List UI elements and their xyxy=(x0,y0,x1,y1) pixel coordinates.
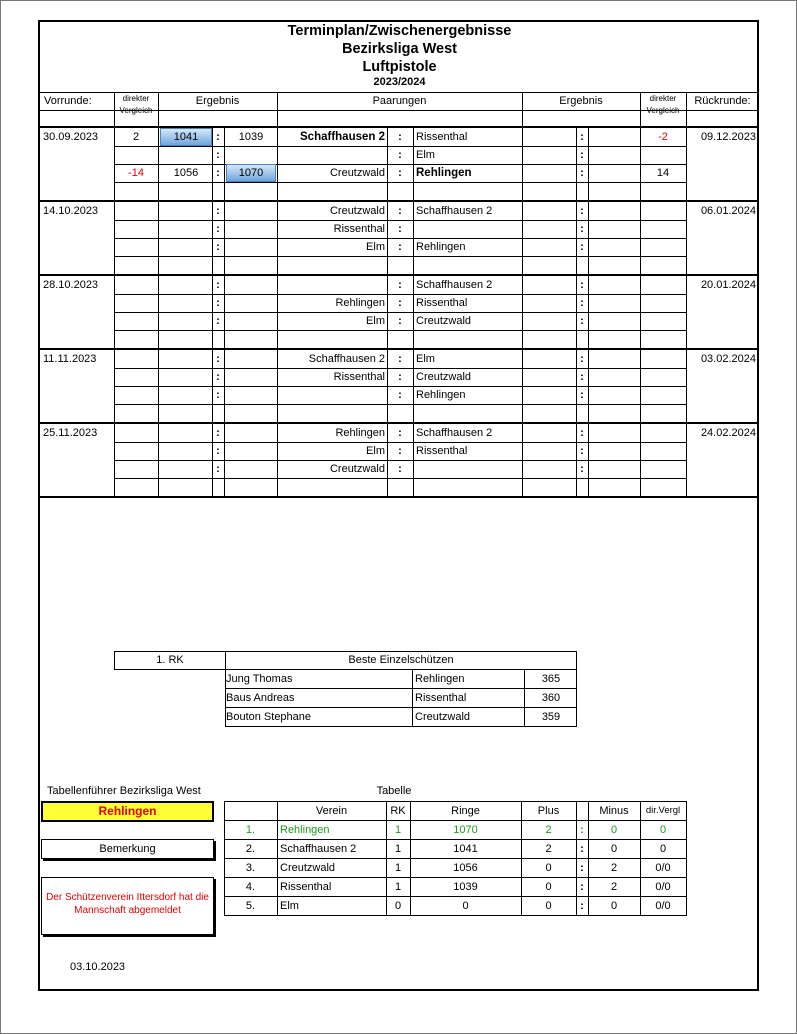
grid-line xyxy=(576,202,577,274)
shooter-score: 359 xyxy=(541,711,561,723)
grid-line xyxy=(277,801,278,916)
table-colon: : xyxy=(580,862,584,874)
separator-colon-r: : xyxy=(580,353,584,365)
grid-line xyxy=(158,128,159,200)
separator-colon-v: : xyxy=(216,223,220,235)
table-header-plus: Plus xyxy=(537,805,560,817)
table-dir: 0/0 xyxy=(655,900,671,912)
page-title: Terminplan/Zwischenergebnisse xyxy=(287,23,512,39)
separator-colon-p: : xyxy=(398,223,402,235)
shooter-club: Creutzwald xyxy=(415,711,471,723)
col-direkter-v1: direkter xyxy=(122,94,150,103)
grid-line xyxy=(224,128,225,200)
grid-line xyxy=(114,182,686,183)
grid-line xyxy=(412,669,413,689)
grid-line xyxy=(212,424,213,496)
separator-colon-v: : xyxy=(216,205,220,217)
separator-colon-r: : xyxy=(580,445,584,457)
separator-colon-p: : xyxy=(398,353,402,365)
separator-colon-p: : xyxy=(398,427,402,439)
grid-line xyxy=(387,350,388,422)
separator-colon-v: : xyxy=(216,445,220,457)
table-pos: 2. xyxy=(245,843,256,855)
grid-line xyxy=(277,350,278,422)
grid-line xyxy=(640,424,641,496)
grid-line xyxy=(588,801,589,916)
grid-line xyxy=(387,202,388,274)
table-verein: Schaffhausen 2 xyxy=(280,843,357,855)
grid-line xyxy=(521,801,522,916)
table-pos: 1. xyxy=(245,824,256,836)
table-rk: 0 xyxy=(394,900,402,912)
table-header-verein: Verein xyxy=(315,805,348,817)
round-date-vorrunde: 14.10.2023 xyxy=(43,205,99,217)
separator-colon-v: : xyxy=(216,279,220,291)
table-ringe: 1056 xyxy=(453,862,478,874)
table-plus: 2 xyxy=(545,824,552,836)
table-minus: 0 xyxy=(610,843,618,855)
separator-colon-v: : xyxy=(216,371,220,383)
round-date-vorrunde: 30.09.2023 xyxy=(43,131,99,143)
separator-colon-r: : xyxy=(580,241,584,253)
leader-name: Rehlingen xyxy=(41,801,214,822)
separator-colon-v: : xyxy=(216,315,220,327)
table-plus: 0 xyxy=(545,900,552,912)
table-rk: 1 xyxy=(394,824,402,836)
separator-colon-v: : xyxy=(216,463,220,475)
grid-line xyxy=(640,350,641,422)
separator-colon-p: : xyxy=(398,241,402,253)
remark-label: Bemerkung xyxy=(41,839,214,859)
round-date-rueckrunde: 24.02.2024 xyxy=(700,427,756,439)
pairing-home: Schaffhausen 2 xyxy=(308,353,385,365)
pairing-away: Creutzwald xyxy=(416,315,472,327)
table-header-rk: RK xyxy=(390,805,406,817)
grid-line xyxy=(114,256,686,257)
col-ergebnis-r: Ergebnis xyxy=(559,95,603,107)
schedule-sheet xyxy=(38,20,759,991)
table-dir: 0 xyxy=(659,843,667,855)
grid-line xyxy=(522,128,523,200)
table-header-minus: Minus xyxy=(599,805,629,817)
separator-colon-p: : xyxy=(398,389,402,401)
separator-colon-v: : xyxy=(216,167,220,179)
pairing-away: Rissenthal xyxy=(416,445,468,457)
separator-colon-r: : xyxy=(580,167,584,179)
shooter-club: Rissenthal xyxy=(415,692,467,704)
pairing-home: Rehlingen xyxy=(335,427,385,439)
separator-colon-r: : xyxy=(580,315,584,327)
separator-colon-p: : xyxy=(398,279,402,291)
league-title: Bezirksliga West xyxy=(342,41,457,57)
grid-line xyxy=(224,202,225,274)
grid-line xyxy=(387,276,388,348)
round-date-rueckrunde: 09.12.2023 xyxy=(700,131,756,143)
grid-line xyxy=(686,801,687,916)
separator-colon-v: : xyxy=(216,353,220,365)
table-minus: 0 xyxy=(610,900,618,912)
grid-line xyxy=(640,128,641,200)
grid-line xyxy=(522,276,523,348)
grid-line xyxy=(522,202,523,274)
direct-compare-v: 2 xyxy=(132,131,140,143)
grid-line xyxy=(576,801,577,916)
table-title: Tabelle xyxy=(376,785,412,797)
grid-line xyxy=(576,424,577,496)
table-verein: Creutzwald xyxy=(280,862,336,874)
separator-colon-v: : xyxy=(216,297,220,309)
grid-line xyxy=(386,801,387,916)
grid-line xyxy=(576,276,577,348)
result-home-v: 1041 xyxy=(161,129,211,145)
grid-line xyxy=(114,128,115,200)
shooter-name: Bouton Stephane xyxy=(226,711,312,723)
pairing-home: Creutzwald xyxy=(329,167,385,179)
round-date-vorrunde: 28.10.2023 xyxy=(43,279,99,291)
best-shooters-title: Beste Einzelschützen xyxy=(348,654,454,666)
grid-line xyxy=(158,350,159,422)
table-pos: 4. xyxy=(245,881,256,893)
grid-line xyxy=(277,128,278,200)
separator-colon-p: : xyxy=(398,167,402,179)
grid-line xyxy=(576,128,577,200)
grid-line xyxy=(588,276,589,348)
grid-line xyxy=(212,350,213,422)
direct-compare-r: 14 xyxy=(656,167,670,179)
grid-line xyxy=(412,688,413,708)
separator-colon-r: : xyxy=(580,463,584,475)
separator-colon-r: : xyxy=(580,279,584,291)
separator-colon-v: : xyxy=(216,241,220,253)
leader-label: Tabellenführer Bezirksliga West xyxy=(47,785,201,797)
table-verein: Rissenthal xyxy=(280,881,332,893)
grid-line xyxy=(413,128,414,200)
separator-colon-r: : xyxy=(580,297,584,309)
table-colon: : xyxy=(580,824,584,836)
table-rk: 1 xyxy=(394,843,402,855)
season-title: 2023/2024 xyxy=(373,76,426,88)
separator-colon-r: : xyxy=(580,371,584,383)
separator-colon-p: : xyxy=(398,131,402,143)
grid-line xyxy=(413,350,414,422)
table-header-dir: dir.Vergl xyxy=(645,805,681,816)
pairing-away: Schaffhausen 2 xyxy=(416,205,493,217)
grid-line xyxy=(413,424,414,496)
table-dir: 0/0 xyxy=(655,881,671,893)
grid-line xyxy=(686,202,687,274)
table-ringe: 1070 xyxy=(453,824,478,836)
separator-colon-p: : xyxy=(398,463,402,475)
separator-colon-p: : xyxy=(398,205,402,217)
grid-line xyxy=(686,424,687,496)
grid-line xyxy=(686,276,687,348)
grid-line xyxy=(413,202,414,274)
pairing-away: Rissenthal xyxy=(416,297,468,309)
table-minus: 2 xyxy=(610,881,618,893)
separator-colon-p: : xyxy=(398,297,402,309)
pairing-away: Elm xyxy=(416,149,435,161)
grid-line xyxy=(224,801,225,916)
table-verein: Elm xyxy=(280,900,299,912)
grid-line xyxy=(40,496,759,498)
table-pos: 3. xyxy=(245,862,256,874)
col-vorrunde: Vorrunde: xyxy=(44,95,92,107)
discipline-title: Luftpistole xyxy=(362,59,437,75)
pairing-home: Elm xyxy=(366,315,385,327)
round-date-rueckrunde: 03.02.2024 xyxy=(700,353,756,365)
table-plus: 2 xyxy=(545,843,552,855)
pairing-home: Schaffhausen 2 xyxy=(300,131,385,143)
shooter-score: 365 xyxy=(541,673,561,685)
grid-line xyxy=(588,202,589,274)
pairing-home: Creutzwald xyxy=(329,205,385,217)
pairing-away: Schaffhausen 2 xyxy=(416,427,493,439)
table-header-ringe: Ringe xyxy=(451,805,480,817)
table-rk: 1 xyxy=(394,881,402,893)
pairing-away: Schaffhausen 2 xyxy=(416,279,493,291)
grid-line xyxy=(686,350,687,422)
remark-note: Der Schützenverein Ittersdorf hat die Mannschaft abgemeldet xyxy=(41,877,214,935)
grid-line xyxy=(224,424,225,496)
separator-colon-p: : xyxy=(398,445,402,457)
separator-colon-r: : xyxy=(580,205,584,217)
table-colon: : xyxy=(580,881,584,893)
table-ringe: 1041 xyxy=(453,843,478,855)
result-away-v: 1039 xyxy=(238,131,264,143)
col-direkter-r1: direkter xyxy=(649,94,677,103)
grid-line xyxy=(277,424,278,496)
round-date-vorrunde: 25.11.2023 xyxy=(43,427,98,439)
shooter-name: Jung Thomas xyxy=(226,673,293,685)
pairing-home: Creutzwald xyxy=(329,463,385,475)
pairing-home: Rehlingen xyxy=(335,297,385,309)
grid-line xyxy=(212,276,213,348)
separator-colon-p: : xyxy=(398,371,402,383)
separator-colon-p: : xyxy=(398,149,402,161)
grid-line xyxy=(640,202,641,274)
separator-colon-v: : xyxy=(216,389,220,401)
rk-label: 1. RK xyxy=(156,654,184,666)
grid-line xyxy=(410,801,411,916)
pairing-away: Creutzwald xyxy=(416,371,472,383)
pairing-away: Rehlingen xyxy=(416,241,466,253)
grid-line xyxy=(412,707,413,727)
grid-line xyxy=(576,350,577,422)
grid-line xyxy=(114,276,115,348)
grid-line xyxy=(588,424,589,496)
table-dir: 0 xyxy=(659,824,667,836)
pairing-home: Rissenthal xyxy=(333,223,385,235)
pairing-home: Elm xyxy=(366,445,385,457)
col-paarungen: Paarungen xyxy=(372,95,427,107)
grid-line xyxy=(522,350,523,422)
table-colon: : xyxy=(580,900,584,912)
table-plus: 0 xyxy=(545,881,552,893)
grid-line xyxy=(224,276,225,348)
pairing-away: Rehlingen xyxy=(416,389,466,401)
table-pos: 5. xyxy=(245,900,256,912)
pairing-away: Rehlingen xyxy=(416,167,472,179)
grid-line xyxy=(277,202,278,274)
grid-line xyxy=(413,276,414,348)
table-dir: 0/0 xyxy=(655,862,671,874)
round-date-rueckrunde: 20.01.2024 xyxy=(700,279,756,291)
col-direkter-v2: Vergleich xyxy=(119,106,153,115)
separator-colon-r: : xyxy=(580,131,584,143)
grid-line xyxy=(387,424,388,496)
separator-colon-r: : xyxy=(580,223,584,235)
grid-line xyxy=(277,276,278,348)
grid-line xyxy=(114,424,115,496)
separator-colon-r: : xyxy=(580,149,584,161)
grid-line xyxy=(158,202,159,274)
grid-line xyxy=(212,202,213,274)
table-ringe: 1039 xyxy=(453,881,478,893)
pairing-home: Rissenthal xyxy=(333,371,385,383)
col-direkter-r2: Vergleich xyxy=(646,106,680,115)
report-date: 03.10.2023 xyxy=(70,961,126,973)
separator-colon-r: : xyxy=(580,427,584,439)
pairing-away: Rissenthal xyxy=(416,131,468,143)
grid-line xyxy=(686,128,687,200)
table-colon: : xyxy=(580,843,584,855)
pairing-away: Elm xyxy=(416,353,435,365)
grid-line xyxy=(114,478,686,479)
table-minus: 0 xyxy=(610,824,618,836)
table-ringe: 0 xyxy=(462,900,469,912)
grid-line xyxy=(158,276,159,348)
grid-line xyxy=(640,801,641,916)
grid-line xyxy=(114,202,115,274)
col-ergebnis-v: Ergebnis xyxy=(195,95,240,107)
table-minus: 2 xyxy=(610,862,618,874)
separator-colon-r: : xyxy=(580,389,584,401)
separator-colon-v: : xyxy=(216,427,220,439)
separator-colon-p: : xyxy=(398,315,402,327)
grid-line xyxy=(212,128,213,200)
col-rueckrunde: Rückrunde: xyxy=(694,95,751,107)
separator-colon-v: : xyxy=(216,149,220,161)
grid-line xyxy=(224,350,225,422)
table-rk: 1 xyxy=(394,862,402,874)
table-verein: Rehlingen xyxy=(280,824,330,836)
grid-line xyxy=(158,424,159,496)
pairing-home: Elm xyxy=(366,241,385,253)
shooter-club: Rehlingen xyxy=(415,673,465,685)
grid-line xyxy=(588,128,589,200)
direct-compare-r: -2 xyxy=(658,131,668,143)
result-home-v: 1056 xyxy=(173,167,199,179)
grid-line xyxy=(114,350,115,422)
round-date-rueckrunde: 06.01.2024 xyxy=(700,205,756,217)
grid-line xyxy=(387,128,388,200)
grid-line xyxy=(640,276,641,348)
result-away-v: 1070 xyxy=(227,165,275,181)
separator-colon-v: : xyxy=(216,131,220,143)
grid-line xyxy=(114,404,686,405)
grid-line xyxy=(588,350,589,422)
grid-line xyxy=(224,915,686,916)
direct-compare-v: -14 xyxy=(128,167,144,179)
grid-line xyxy=(522,424,523,496)
table-plus: 0 xyxy=(545,862,552,874)
shooter-name: Baus Andreas xyxy=(226,692,295,704)
shooter-score: 360 xyxy=(541,692,561,704)
grid-line xyxy=(114,330,686,331)
round-date-vorrunde: 11.11.2023 xyxy=(43,353,97,365)
